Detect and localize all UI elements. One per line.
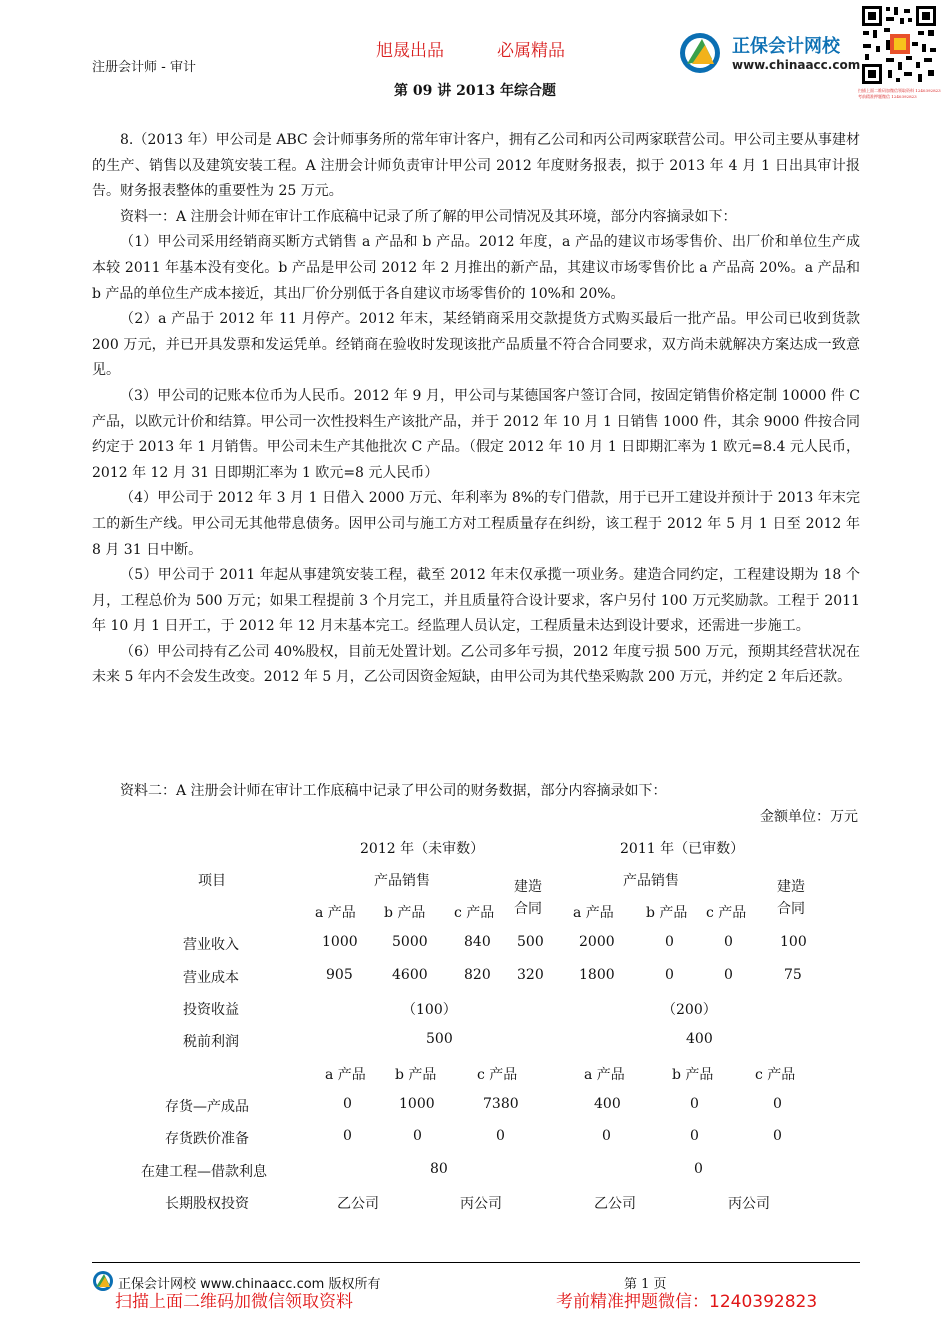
cell: 1000 — [399, 1096, 435, 1112]
cell: 丙公司 — [728, 1196, 770, 1212]
promo-right: 考前精准押题微信：1240392823 — [556, 1292, 818, 1312]
cell: 1800 — [579, 967, 615, 983]
header-construction-2012b: 合同 — [514, 901, 542, 917]
cell: 2000 — [579, 934, 615, 950]
cell: 0 — [690, 1096, 699, 1112]
cell: 0 — [724, 934, 733, 950]
question-intro: 8.（2013 年）甲公司是 ABC 会计师事务所的常年审计客户，拥有乙公司和丙公司两家联营公司。甲公司主要从事建材的生产、销售以及建筑安装工程。A 注册会计师负责审计甲公司 2012 年度财务报表，拟于 2013 年 4 月 1 日出具审计报告。财务报表整体的重要性为 25 万元。 — [92, 132, 860, 200]
cell: 乙公司 — [594, 1196, 636, 1212]
header-prod-c: c 产品 — [755, 1067, 796, 1083]
cell: 乙公司 — [337, 1196, 379, 1212]
cell: 0 — [773, 1128, 782, 1144]
cell: 820 — [464, 967, 491, 983]
brand-name: 正保会计网校 — [732, 36, 840, 57]
course-name: 注册会计师 - 审计 — [92, 60, 196, 75]
cell: 400 — [594, 1096, 621, 1112]
cell: 500 — [426, 1031, 453, 1047]
cell: 75 — [784, 967, 802, 983]
cell: 0 — [413, 1128, 422, 1144]
row-label: 税前利润 — [183, 1034, 239, 1050]
row-label: 投资收益 — [183, 1002, 239, 1018]
footer-divider — [92, 1262, 860, 1263]
header-2011: 2011 年（已审数） — [620, 841, 745, 857]
cell: 320 — [517, 967, 544, 983]
cell: 0 — [343, 1096, 352, 1112]
cell: 1000 — [322, 934, 358, 950]
row-label: 存货—产成品 — [165, 1099, 249, 1115]
cell: 5000 — [392, 934, 428, 950]
header-prod-a: a 产品 — [584, 1067, 625, 1083]
header-prod-a: a 产品 — [325, 1067, 366, 1083]
material-item: （5）甲公司于 2011 年起从事建筑安装工程，截至 2012 年末仅承揽一项业务。建造合同约定，工程建设期为 18 个月，工程总价为 500 万元；如果工程提前 3 个月完工，并且质量符合设计要求，客户另付 100 万元奖励款。工程于 2011 年 10 月 1 日开工，于 2012 年 12 月末基本完工。经监理人员认定，工程质量未达到设计要求，还需进一步施工。 — [92, 567, 860, 635]
qr-code-icon — [860, 4, 938, 86]
material-item: （4）甲公司于 2012 年 3 月 1 日借入 2000 万元、年利率为 8%的专门借款，用于已开工建设并预计于 2013 年末完工的新生产线。甲公司无其他带息债务。因甲公司与施工方对工程质量存在纠纷，该工程于 2012 年 5 月 1 日至 2012 年 8 月 31 日中断。 — [92, 490, 860, 558]
brand-logo-icon — [678, 31, 728, 75]
cell: （200） — [662, 1002, 717, 1018]
header-construction-2012: 建造 — [514, 879, 542, 895]
brand-url: www.chinaacc.com — [732, 58, 861, 72]
cell: 0 — [496, 1128, 505, 1144]
cell: 0 — [690, 1128, 699, 1144]
material-item: （3）甲公司的记账本位币为人民币。2012 年 9 月，甲公司与某德国客户签订合同，按固定销售价格定制 10000 件 C 产品，以欧元计价和结算。甲公司一次性投料生产该批产品，并于 2012 年 10 月 1 日销售 1000 件，其余 9000 件按合同约定于 2013 年 1 月销售。甲公司未生产其他批次 C 产品。（假定 2012 年 10 月 1 日即期汇率为 1 欧元=8.4 元人民币，2012 年 12 月 31 日即期汇率为 1 欧元=8 元人民币） — [92, 387, 860, 481]
cell: 0 — [665, 934, 674, 950]
cell: 0 — [665, 967, 674, 983]
question-body — [92, 128, 860, 691]
row-label: 营业成本 — [183, 970, 239, 986]
header-item: 项目 — [198, 873, 226, 889]
unit-label: 金额单位：万元 — [760, 809, 858, 825]
header-prod-b: b 产品 — [672, 1067, 714, 1083]
cell: 0 — [694, 1161, 703, 1177]
cell: （100） — [402, 1002, 457, 1018]
material-item: （6）甲公司持有乙公司 40%股权，目前无处置计划。乙公司多年亏损，2012 年度亏损 500 万元，预期其经营状况在未来 5 年内不会发生改变。2012 年 5 月，乙公司因资金短缺，由甲公司为其代垫采购款 200 万元，并约定 2 年后还款。 — [92, 643, 860, 686]
header-construction-2011: 建造 — [777, 879, 805, 895]
cell: 丙公司 — [460, 1196, 502, 1212]
page-number: 第 1 页 — [624, 1277, 667, 1292]
cell: 0 — [773, 1096, 782, 1112]
header-2012: 2012 年（未审数） — [360, 841, 485, 857]
footer-logo-icon — [92, 1270, 114, 1292]
cell: 80 — [430, 1161, 448, 1177]
cell: 0 — [343, 1128, 352, 1144]
header-prod-a: a 产品 — [573, 905, 614, 921]
material1-title: 资料一：A 注册会计师在审计工作底稿中记录了所了解的甲公司情况及其环境，部分内容摘录如下： — [120, 208, 737, 225]
header-prod-c: c 产品 — [454, 905, 495, 921]
promo-left: 扫描上面二维码加微信领取资料 — [115, 1292, 353, 1312]
header-prod-b: b 产品 — [395, 1067, 437, 1083]
slogan-right: 必属精品 — [497, 41, 565, 61]
header-prod-a: a 产品 — [315, 905, 356, 921]
row-label: 在建工程—借款利息 — [141, 1164, 267, 1180]
cell: 400 — [686, 1031, 713, 1047]
cell: 905 — [326, 967, 353, 983]
cell: 500 — [517, 934, 544, 950]
cell: 7380 — [483, 1096, 519, 1112]
cell: 4600 — [392, 967, 428, 983]
slogan-left: 旭晟出品 — [376, 41, 444, 61]
row-label: 存货跌价准备 — [165, 1131, 249, 1147]
qr-caption: 扫描上面二维码加微信领取资料 1240392823 考前精准押题微信 1240392823 — [858, 88, 941, 99]
cell: 100 — [780, 934, 807, 950]
header-prod-c: c 产品 — [477, 1067, 518, 1083]
lecture-title: 第 09 讲 2013 年综合题 — [394, 83, 556, 99]
material-item: （2）a 产品于 2012 年 11 月停产。2012 年末，某经销商采用交款提货方式购买最后一批产品。甲公司已收到货款 200 万元，并已开具发票和发运凭单。经销商在验收时发现该批产品质量不符合合同要求，双方尚未就解决方案达成一致意见。 — [92, 311, 860, 379]
cell: 0 — [724, 967, 733, 983]
footer-copyright: 正保会计网校 www.chinaacc.com 版权所有 — [118, 1277, 381, 1292]
header-product-sales-2011: 产品销售 — [623, 873, 679, 889]
header-prod-b: b 产品 — [384, 905, 426, 921]
material-item: （1）甲公司采用经销商买断方式销售 a 产品和 b 产品。2012 年度，a 产品的建议市场零售价、出厂价和单位生产成本较 2011 年基本没有变化。b 产品是甲公司 2012 年 2 月推出的新产品，其建议市场零售价比 a 产品高 20%。a 产品和 b 产品的单位生产成本接近，其出厂价分别低于各自建议市场零售价的 10%和 20%。 — [92, 234, 860, 302]
row-label: 营业收入 — [183, 937, 239, 953]
cell: 840 — [464, 934, 491, 950]
header-prod-c: c 产品 — [706, 905, 747, 921]
material2-title: 资料二：A 注册会计师在审计工作底稿中记录了甲公司的财务数据，部分内容摘录如下： — [120, 783, 667, 799]
row-label: 长期股权投资 — [165, 1196, 249, 1212]
cell: 0 — [602, 1128, 611, 1144]
header-prod-b: b 产品 — [646, 905, 688, 921]
header-product-sales-2012: 产品销售 — [374, 873, 430, 889]
header-construction-2011b: 合同 — [777, 901, 805, 917]
